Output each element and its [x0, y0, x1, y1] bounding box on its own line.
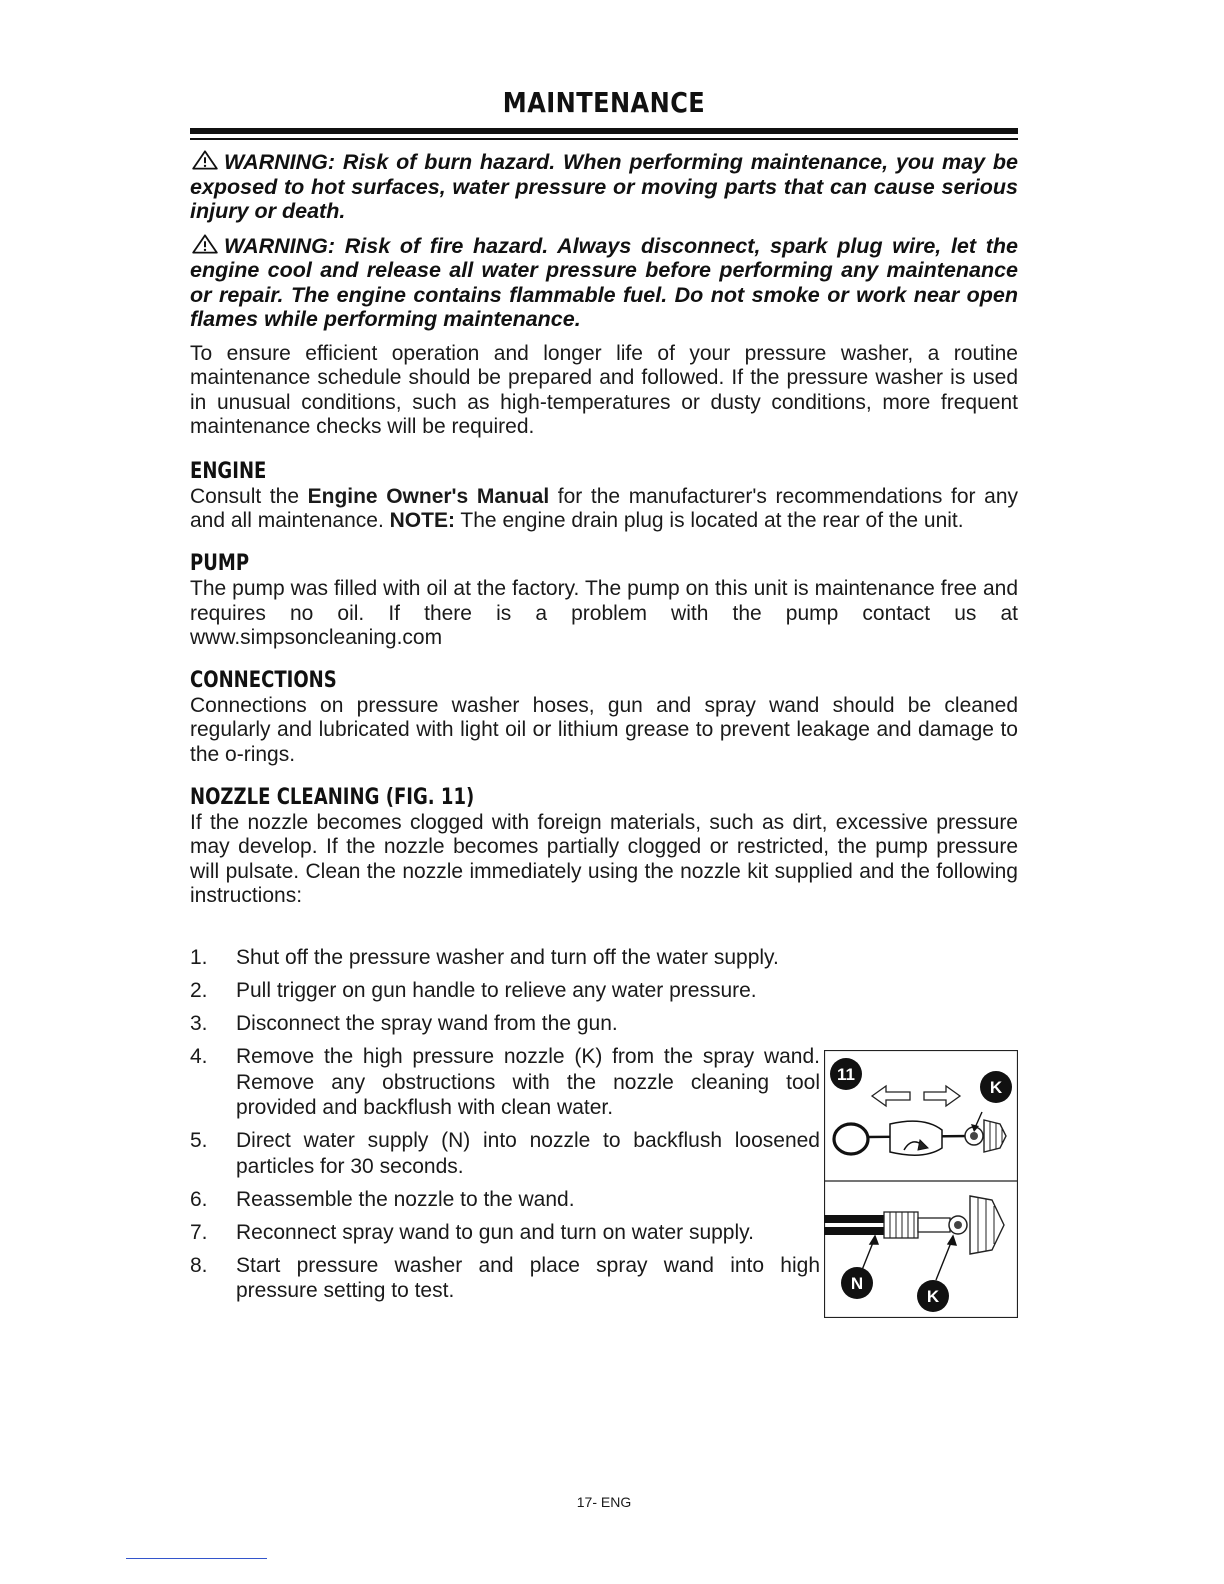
engine-note-label: NOTE:	[389, 509, 455, 533]
list-item: 1. Shut off the pressure washer and turn off the water supply.	[190, 946, 779, 969]
svg-text:K: K	[926, 1287, 940, 1306]
pump-heading: PUMP	[190, 551, 250, 577]
svg-text:N: N	[850, 1274, 864, 1293]
pump-paragraph: The pump was filled with oil at the factory. The pump on this unit is maintenance free and requires no oil. If there is a problem with the pump contact us at www.simpsoncleaning.com	[190, 577, 1018, 650]
water-supply-label-n	[841, 1267, 873, 1299]
fire-warning-text: WARNING: Risk of fire hazard. Always disconnect, spark plug wire, let the engine cool and release all water pressure before performing any maintenance or repair. The engine contains flammable fuel. Do not smoke or work near open flames while performing maintenance.	[190, 233, 1018, 331]
nozzle-label-k-bottom	[917, 1280, 949, 1312]
warning-triangle-icon	[190, 150, 220, 170]
connections-paragraph: Connections on pressure washer hoses, gun and spray wand should be cleaned regularly and lubricated with light oil or lithium grease to prevent leakage and damage to the o-rings.	[190, 693, 1018, 767]
engine-text-1: Consult the	[190, 484, 308, 508]
svg-text:K: K	[989, 1078, 1003, 1097]
engine-paragraph	[190, 485, 1018, 534]
intro-paragraph: To ensure efficient operation and longer life of your pressure washer, a routine maintenance schedule should be prepared and followed. If the pressure washer is used in unusual conditions, such as high-temperatures or dusty conditions, more frequent maintenance checks will be required.	[190, 341, 1018, 439]
list-item: 3. Disconnect the spray wand from the gun.	[190, 1012, 618, 1035]
burn-warning	[190, 150, 1018, 224]
list-item: 2. Pull trigger on gun handle to relieve any water pressure.	[190, 979, 757, 1002]
page-number: 17- ENG	[576, 1494, 632, 1510]
nozzle-cleaning-steps	[190, 945, 830, 1311]
list-item: 4. Remove the high pressure nozzle (K) from the spray wand. Remove any obstructions with the nozzle cleaning tool provided and backflush with clean water.	[190, 1045, 820, 1119]
engine-text-2: for the manufacturer's recommendations for any and all maintenance.	[190, 484, 1018, 533]
engine-manual-ref: Engine Owner's Manual	[307, 484, 550, 508]
main-content	[190, 150, 1018, 909]
connections-heading: CONNECTIONS	[190, 667, 337, 693]
figure-number-badge	[830, 1058, 862, 1090]
svg-text:11: 11	[837, 1065, 855, 1084]
figure-11-nozzle-cleaning	[824, 1050, 1018, 1318]
title-rule-thick	[190, 128, 1018, 134]
engine-text-3: The engine drain plug is located at the rear of the unit.	[454, 509, 964, 533]
warning-triangle-icon	[190, 234, 220, 254]
list-item: 6. Reassemble the nozzle to the wand.	[190, 1187, 575, 1211]
nozzle-label-k-top	[980, 1071, 1012, 1103]
fire-warning	[190, 234, 1018, 332]
title-rule-thin	[190, 138, 1018, 140]
list-item: 5. Direct water supply (N) into nozzle to backflush loosened particles for 30 seconds.	[190, 1129, 820, 1178]
list-item: 8. Start pressure washer and place spray wand into high pressure setting to test.	[190, 1253, 820, 1302]
nozzle-cleaning-heading: NOZZLE CLEANING (FIG. 11)	[190, 784, 475, 810]
burn-warning-text: WARNING: Risk of burn hazard. When performing maintenance, you may be exposed to hot surfaces, water pressure or moving parts that can cause serious injury or death.	[190, 150, 1018, 223]
engine-heading: ENGINE	[190, 458, 267, 484]
page-title: MAINTENANCE	[502, 86, 706, 119]
list-item: 7. Reconnect spray wand to gun and turn on water supply.	[190, 1220, 754, 1244]
bottom-link-underline	[126, 1558, 267, 1559]
nozzle-cleaning-paragraph: If the nozzle becomes clogged with foreign materials, such as dirt, excessive pressure may develop. If the nozzle becomes partially clogged or restricted, the pump pressure will pulsate. Clean the nozzle immediately using the nozzle kit supplied and the following instructions:	[190, 810, 1018, 908]
